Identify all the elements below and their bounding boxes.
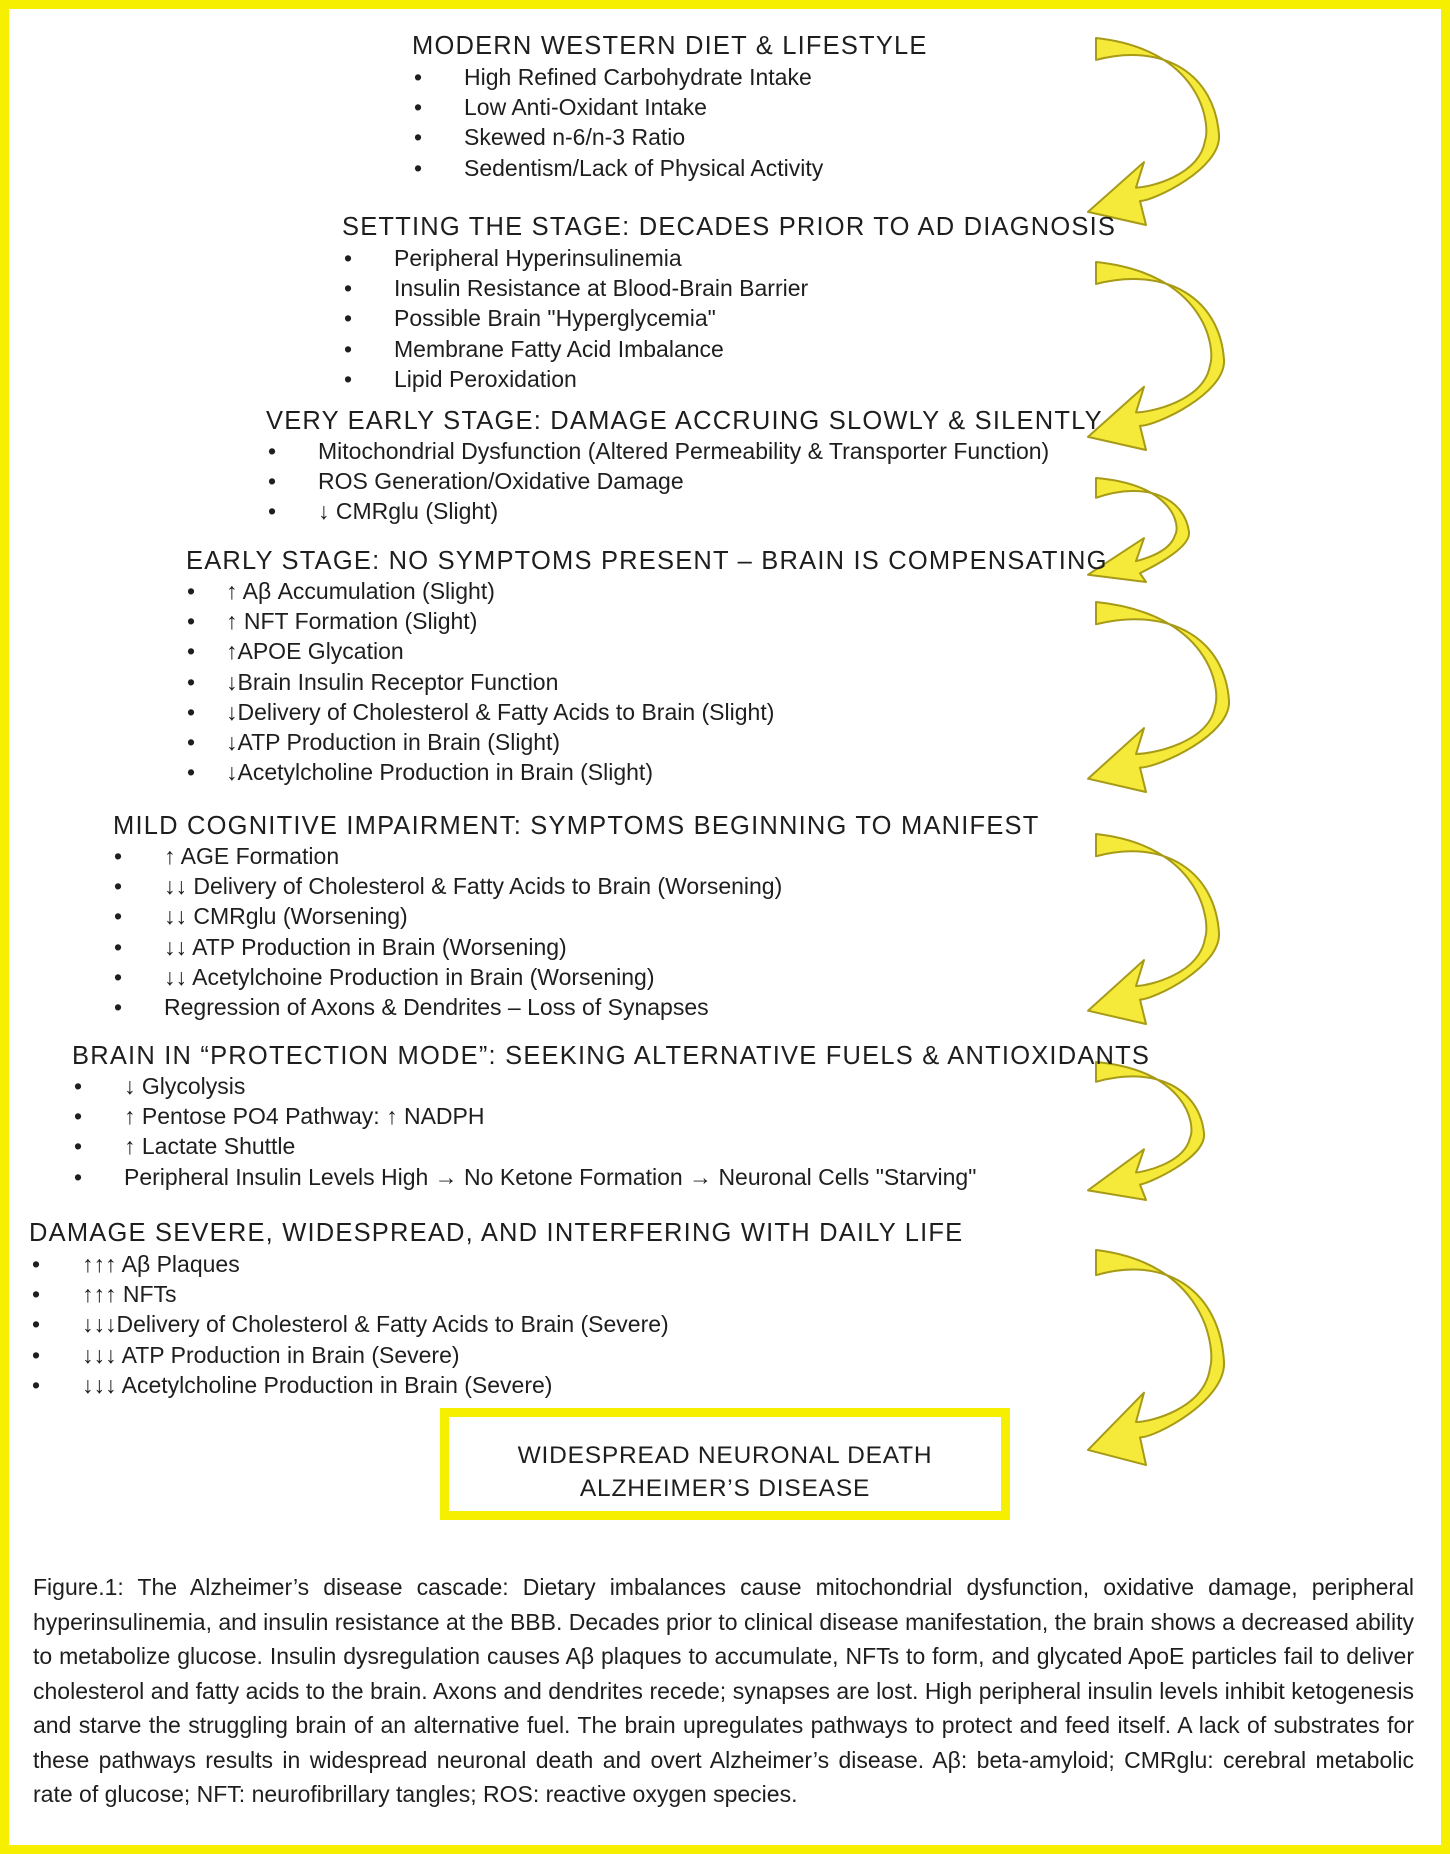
list-item-text: ↓Delivery of Cholesterol & Fatty Acids to Brain (Slight) <box>226 698 775 725</box>
stage-items <box>268 436 1049 527</box>
list-item <box>414 153 823 183</box>
list-item <box>32 1249 669 1279</box>
bullet-icon: • <box>114 994 123 1021</box>
list-item <box>114 841 782 871</box>
list-item <box>344 364 808 394</box>
list-item <box>187 606 774 636</box>
list-item-text: Mitochondrial Dysfunction (Altered Permeability & Transporter Function) <box>318 438 1050 464</box>
list-item <box>268 466 1049 496</box>
list-item <box>74 1162 976 1192</box>
list-item <box>414 92 823 122</box>
list-item-text: ↓Acetylcholine Production in Brain (Slight) <box>226 759 653 786</box>
list-item <box>268 436 1049 466</box>
list-item <box>114 992 782 1022</box>
stage-title: SETTING THE STAGE: DECADES PRIOR TO AD DIAGNOSIS <box>342 213 1117 241</box>
list-item-text: ↑ NFT Formation (Slight) <box>226 608 478 635</box>
bullet-icon: • <box>344 365 353 392</box>
list-item <box>74 1071 976 1101</box>
bullet-icon: • <box>74 1163 83 1190</box>
list-item <box>114 901 782 931</box>
bullet-icon: • <box>74 1133 83 1160</box>
list-item-text: Membrane Fatty Acid Imbalance <box>394 335 724 362</box>
list-item-text: Insulin Resistance at Blood-Brain Barrier <box>394 275 809 302</box>
list-item-text: Peripheral Insulin Levels High → No Ketone Formation → Neuronal Cells "Starving" <box>124 1163 977 1190</box>
bullet-icon: • <box>114 933 123 960</box>
bullet-icon: • <box>32 1281 41 1308</box>
bullet-icon: • <box>414 64 423 90</box>
list-item <box>187 576 774 606</box>
bullet-icon: • <box>268 438 277 464</box>
list-item <box>114 932 782 962</box>
bullet-icon: • <box>114 843 123 869</box>
bullet-icon: • <box>414 124 423 151</box>
list-item-text: ↓ATP Production in Brain (Slight) <box>226 729 561 756</box>
list-item <box>32 1279 669 1309</box>
curved-arrow-icon <box>1088 38 1219 225</box>
list-item-text: ↓↓↓ Acetylcholine Production in Brain (Severe) <box>82 1371 553 1398</box>
list-item <box>32 1340 669 1370</box>
bullet-icon: • <box>74 1073 83 1099</box>
figure-caption: Figure.1: The Alzheimer’s disease cascade: Dietary imbalances cause mitochondrial dysfunction, oxidative damage, peripheral hyperinsulinemia, and insulin resistance at the BBB. Decades prior to clinical disease manifestation, the brain shows a decreased ability to metabolize glucose. Insulin dysregulation causes Aβ plaques to accumulate, NFTs to form, and glycated ApoE particles fail to deliver cholesterol and fatty acids to the brain. Axons and dendrites recede; synapses are lost. High peripheral insulin levels inhibit ketogenesis and starve the struggling brain of an alternative fuel. The brain upregulates pathways to protect and feed itself. A lack of substrates for these pathways results in widespread neuronal death and overt Alzheimer’s disease. Aβ: beta-amyloid; CMRglu: cerebral metabolic rate of glucose; NFT: neurofibrillary tangles; ROS: reactive oxygen species. <box>33 1574 1414 1807</box>
list-item-text: High Refined Carbohydrate Intake <box>464 64 812 90</box>
list-item-text: ↑ Aβ Accumulation (Slight) <box>226 578 495 604</box>
list-item <box>114 871 782 901</box>
bullet-icon: • <box>74 1103 83 1130</box>
list-item-text: ↓Brain Insulin Receptor Function <box>226 668 559 695</box>
list-item <box>32 1309 669 1339</box>
list-item <box>74 1101 976 1131</box>
bullet-icon: • <box>187 759 196 786</box>
final-outcome-box <box>440 1408 1010 1520</box>
list-item <box>74 1131 976 1161</box>
list-item-text: Regression of Axons & Dendrites – Loss of Synapses <box>164 994 709 1021</box>
bullet-icon: • <box>187 668 196 695</box>
stage-title: BRAIN IN “PROTECTION MODE”: SEEKING ALTERNATIVE FUELS & ANTIOXIDANTS <box>72 1042 1151 1070</box>
list-item <box>187 636 774 666</box>
list-item-text: ↓↓ ATP Production in Brain (Worsening) <box>164 933 567 960</box>
list-item <box>187 757 774 787</box>
list-item-text: ↓↓ CMRglu (Worsening) <box>164 903 408 930</box>
stage-title: DAMAGE SEVERE, WIDESPREAD, AND INTERFERING WITH DAILY LIFE <box>29 1219 964 1247</box>
bullet-icon: • <box>187 578 196 604</box>
bullet-icon: • <box>32 1311 41 1338</box>
stage-items <box>344 243 808 394</box>
final-line-2: ALZHEIMER’S DISEASE <box>579 1475 871 1502</box>
bullet-icon: • <box>414 94 423 121</box>
bullet-icon: • <box>114 873 123 900</box>
stage-items <box>32 1249 669 1400</box>
stage-title: MODERN WESTERN DIET & LIFESTYLE <box>412 32 928 60</box>
list-item-text: Possible Brain "Hyperglycemia" <box>394 305 716 332</box>
list-item <box>344 334 808 364</box>
bullet-icon: • <box>344 335 353 362</box>
stage-title: VERY EARLY STAGE: DAMAGE ACCRUING SLOWLY & SILENTLY <box>266 407 1103 435</box>
list-item-text: Lipid Peroxidation <box>394 365 577 392</box>
bullet-icon: • <box>344 275 353 302</box>
list-item-text: Sedentism/Lack of Physical Activity <box>464 154 824 181</box>
bullet-icon: • <box>344 305 353 332</box>
stage-items <box>414 62 823 183</box>
list-item <box>187 667 774 697</box>
list-item <box>414 62 823 92</box>
final-line-1: WIDESPREAD NEURONAL DEATH <box>517 1442 933 1469</box>
list-item <box>187 727 774 757</box>
list-item-text: ROS Generation/Oxidative Damage <box>318 468 684 495</box>
bullet-icon: • <box>114 963 123 990</box>
stage-items <box>74 1071 976 1192</box>
bullet-icon: • <box>32 1251 41 1277</box>
list-item <box>268 496 1049 526</box>
list-item-text: ↑↑↑ NFTs <box>82 1281 177 1308</box>
list-item <box>114 962 782 992</box>
stage-title: MILD COGNITIVE IMPAIRMENT: SYMPTOMS BEGINNING TO MANIFEST <box>113 812 1040 840</box>
list-item-text: Low Anti-Oxidant Intake <box>464 94 707 121</box>
curved-arrow-icon <box>1088 834 1219 1024</box>
bullet-icon: • <box>32 1341 41 1368</box>
bullet-icon: • <box>187 698 196 725</box>
list-item-text: ↓ Glycolysis <box>124 1073 246 1099</box>
bullet-icon: • <box>187 638 196 665</box>
list-item-text: Peripheral Hyperinsulinemia <box>394 245 682 271</box>
list-item-text: ↑APOE Glycation <box>226 638 404 665</box>
list-item <box>32 1370 669 1400</box>
bullet-icon: • <box>114 903 123 930</box>
list-item-text: ↑ AGE Formation <box>164 843 340 869</box>
list-item <box>414 122 823 152</box>
list-item-text: ↑↑↑ Aβ Plaques <box>82 1251 240 1277</box>
curved-arrow-icon <box>1088 1250 1224 1465</box>
list-item <box>187 697 774 727</box>
list-item-text: ↑ Pentose PO4 Pathway: ↑ NADPH <box>124 1103 485 1130</box>
curved-arrow-icon <box>1088 1062 1204 1200</box>
list-item-text: ↓↓ Delivery of Cholesterol & Fatty Acids to Brain (Worsening) <box>164 873 783 900</box>
list-item <box>344 303 808 333</box>
list-item-text: ↓↓↓Delivery of Cholesterol & Fatty Acids to Brain (Severe) <box>82 1311 669 1338</box>
stage-items <box>187 576 774 787</box>
bullet-icon: • <box>32 1371 41 1398</box>
list-item <box>344 273 808 303</box>
bullet-icon: • <box>414 154 423 181</box>
list-item-text: Skewed n-6/n-3 Ratio <box>464 124 686 151</box>
bullet-icon: • <box>344 245 353 271</box>
list-item-text: ↑ Lactate Shuttle <box>124 1133 296 1160</box>
bullet-icon: • <box>187 608 196 635</box>
curved-arrow-icon <box>1088 262 1224 450</box>
list-item <box>344 243 808 273</box>
list-item-text: ↓↓ Acetylchoine Production in Brain (Worsening) <box>164 963 655 990</box>
stage-items <box>114 841 782 1022</box>
list-item-text: ↓↓↓ ATP Production in Brain (Severe) <box>82 1341 460 1368</box>
bullet-icon: • <box>187 729 196 756</box>
bullet-icon: • <box>268 468 277 495</box>
bullet-icon: • <box>268 498 277 525</box>
list-item-text: ↓ CMRglu (Slight) <box>318 498 499 525</box>
stage-title: EARLY STAGE: NO SYMPTOMS PRESENT – BRAIN IS COMPENSATING <box>186 547 1108 575</box>
curved-arrow-icon <box>1088 602 1229 792</box>
